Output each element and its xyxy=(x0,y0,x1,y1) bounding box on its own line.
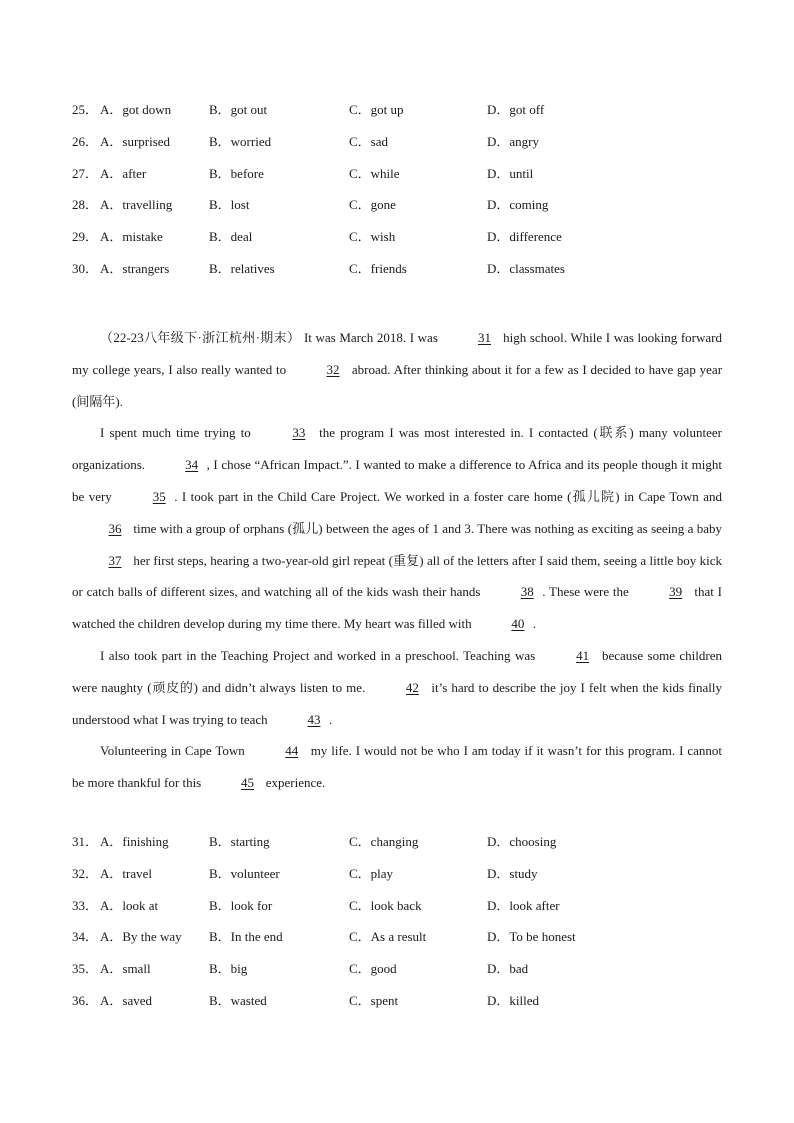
question-number: 25． xyxy=(72,102,99,117)
question-number: 30． xyxy=(72,260,99,276)
option-d: D．killed xyxy=(487,992,539,1008)
option-c: C．friends xyxy=(349,260,407,276)
passage-text: the program I was most interested in. I contacted (联系) many volunteer organizations. xyxy=(72,425,723,473)
option-b: B．look for xyxy=(209,897,273,913)
options-bottom xyxy=(72,832,732,1023)
question-number: 29． xyxy=(72,229,99,245)
option-c: C．look back xyxy=(349,897,422,913)
passage-text: , I chose “African Impact.”. I wanted to make a difference to Africa and its people though it might be very xyxy=(72,457,723,504)
option-c: C．wish xyxy=(349,229,396,245)
option-b: B．In the end xyxy=(209,929,283,945)
passage-text: . xyxy=(532,616,537,632)
option-b: B．lost xyxy=(209,197,250,213)
option-row xyxy=(72,259,732,291)
passage-text: I also took part in the Teaching Project and worked in a preschool. Teaching was xyxy=(100,647,536,663)
blank-40: 40 xyxy=(511,616,525,632)
passage-text: . These were the xyxy=(542,584,629,600)
blank-31: 31 xyxy=(478,330,491,345)
option-d: D．got off xyxy=(487,102,545,117)
option-b: B．volunteer xyxy=(209,865,280,881)
option-b: B．before xyxy=(209,165,264,181)
passage-text: . I took part in the Child Care Project. We worked in a foster care home (孤儿院) in Cape Town and xyxy=(174,488,722,504)
option-a: A．travelling xyxy=(100,197,173,213)
passage-text: high school. While I was looking forward my college years, I also really wanted to xyxy=(72,330,723,377)
blank-37: 37 xyxy=(108,552,122,568)
option-d: D．look after xyxy=(487,897,560,913)
option-d: D．study xyxy=(487,865,538,881)
passage xyxy=(72,322,722,799)
passage-text: time with a group of orphans (孤儿) between the ages of 1 and 3. There was nothing as exciting as seeing a baby xyxy=(133,520,723,536)
blank-44: 44 xyxy=(285,743,299,759)
option-c: C．while xyxy=(349,165,400,181)
option-a: A．finishing xyxy=(100,834,169,849)
blank-41: 41 xyxy=(576,647,590,663)
option-c: C．got up xyxy=(349,102,404,117)
option-c: C．spent xyxy=(349,992,399,1008)
option-a: A．small xyxy=(100,961,151,977)
question-number: 33． xyxy=(72,897,99,913)
option-d: D．angry xyxy=(487,133,539,149)
paragraph-4 xyxy=(72,735,722,799)
blank-35: 35 xyxy=(152,488,166,504)
blank-34: 34 xyxy=(185,457,199,473)
option-a: A．surprised xyxy=(100,133,171,149)
question-number: 28． xyxy=(72,197,99,213)
option-d: D．bad xyxy=(487,961,529,977)
question-number: 36． xyxy=(72,992,99,1008)
option-c: C．good xyxy=(349,961,397,977)
passage-text: Volunteering in Cape Town xyxy=(100,743,245,759)
passage-text: . xyxy=(328,711,333,727)
option-a: A．mistake xyxy=(100,229,163,245)
option-row xyxy=(72,864,732,896)
passage-text: her first steps, hearing a two-year-old girl repeat (重复) all of the letters after I said them, seeing a little boy kick or catch balls of different sizes, and watching all of the kids wash their hands xyxy=(72,552,722,600)
option-a: A．look at xyxy=(100,897,159,913)
paragraph-2 xyxy=(72,417,722,640)
passage-text: my life. I would not be who I am today if it wasn’t for this program. I cannot be more thankful for this xyxy=(72,743,722,791)
passage-text: because some children were naughty (顽皮的) and didn’t always listen to me. xyxy=(72,647,722,695)
option-row xyxy=(72,991,732,1023)
option-b: B．starting xyxy=(209,834,270,849)
option-a: A．saved xyxy=(100,992,152,1008)
option-b: B．relatives xyxy=(209,260,275,276)
blank-38: 38 xyxy=(520,584,534,600)
option-d: D．coming xyxy=(487,197,549,213)
option-d: D．difference xyxy=(487,229,562,245)
option-a: A．travel xyxy=(100,865,152,881)
option-b: B．got out xyxy=(209,102,268,117)
option-b: B．wasted xyxy=(209,992,267,1008)
options-top xyxy=(72,100,732,291)
option-row xyxy=(72,100,732,132)
blank-45: 45 xyxy=(241,775,254,791)
blank-32: 32 xyxy=(326,361,340,377)
option-row xyxy=(72,195,732,227)
option-d: D．To be honest xyxy=(487,929,576,945)
blank-42: 42 xyxy=(405,679,419,695)
option-row xyxy=(72,927,732,959)
option-row xyxy=(72,832,732,864)
option-row xyxy=(72,959,732,991)
passage-source: （22-23八年级下·浙江杭州·期末） xyxy=(100,330,301,345)
blank-33: 33 xyxy=(292,425,306,441)
option-c: C．play xyxy=(349,865,394,881)
blank-39: 39 xyxy=(669,584,683,600)
passage-text: I spent much time trying to xyxy=(100,425,251,441)
option-b: B．worried xyxy=(209,133,272,149)
question-number: 27． xyxy=(72,165,99,181)
option-c: C．sad xyxy=(349,133,389,149)
option-a: A．strangers xyxy=(100,260,170,276)
option-a: A．By the way xyxy=(100,929,182,945)
question-number: 26． xyxy=(72,133,99,149)
option-a: A．after xyxy=(100,165,147,181)
question-number: 35． xyxy=(72,961,99,977)
option-row xyxy=(72,227,732,259)
passage-text: that I watched the children develop during my time there. My heart was filled with xyxy=(72,584,723,632)
option-c: C．As a result xyxy=(349,929,427,945)
question-number: 32． xyxy=(72,865,99,881)
option-d: D．classmates xyxy=(487,260,565,276)
passage-text: experience. xyxy=(265,775,326,791)
passage-text: abroad. After thinking about it for a few as I decided to have gap year (间隔年). xyxy=(72,361,723,409)
option-row xyxy=(72,896,732,928)
paragraph-1 xyxy=(72,322,722,417)
blank-36: 36 xyxy=(108,520,122,536)
option-a: A．got down xyxy=(100,102,172,117)
option-c: C．changing xyxy=(349,834,419,849)
option-row xyxy=(72,164,732,196)
option-b: B．big xyxy=(209,961,248,977)
option-d: D．until xyxy=(487,165,534,181)
passage-text: It was March 2018. I was xyxy=(303,330,438,345)
paragraph-3 xyxy=(72,640,722,735)
option-d: D．choosing xyxy=(487,834,557,849)
option-c: C．gone xyxy=(349,197,396,213)
question-number: 34． xyxy=(72,929,99,945)
blank-43: 43 xyxy=(307,711,321,727)
option-b: B．deal xyxy=(209,229,253,245)
passage-text: it’s hard to describe the joy I felt when the kids finally understood what I was trying to teach xyxy=(72,679,722,727)
option-row xyxy=(72,132,732,164)
question-number: 31． xyxy=(72,834,99,849)
